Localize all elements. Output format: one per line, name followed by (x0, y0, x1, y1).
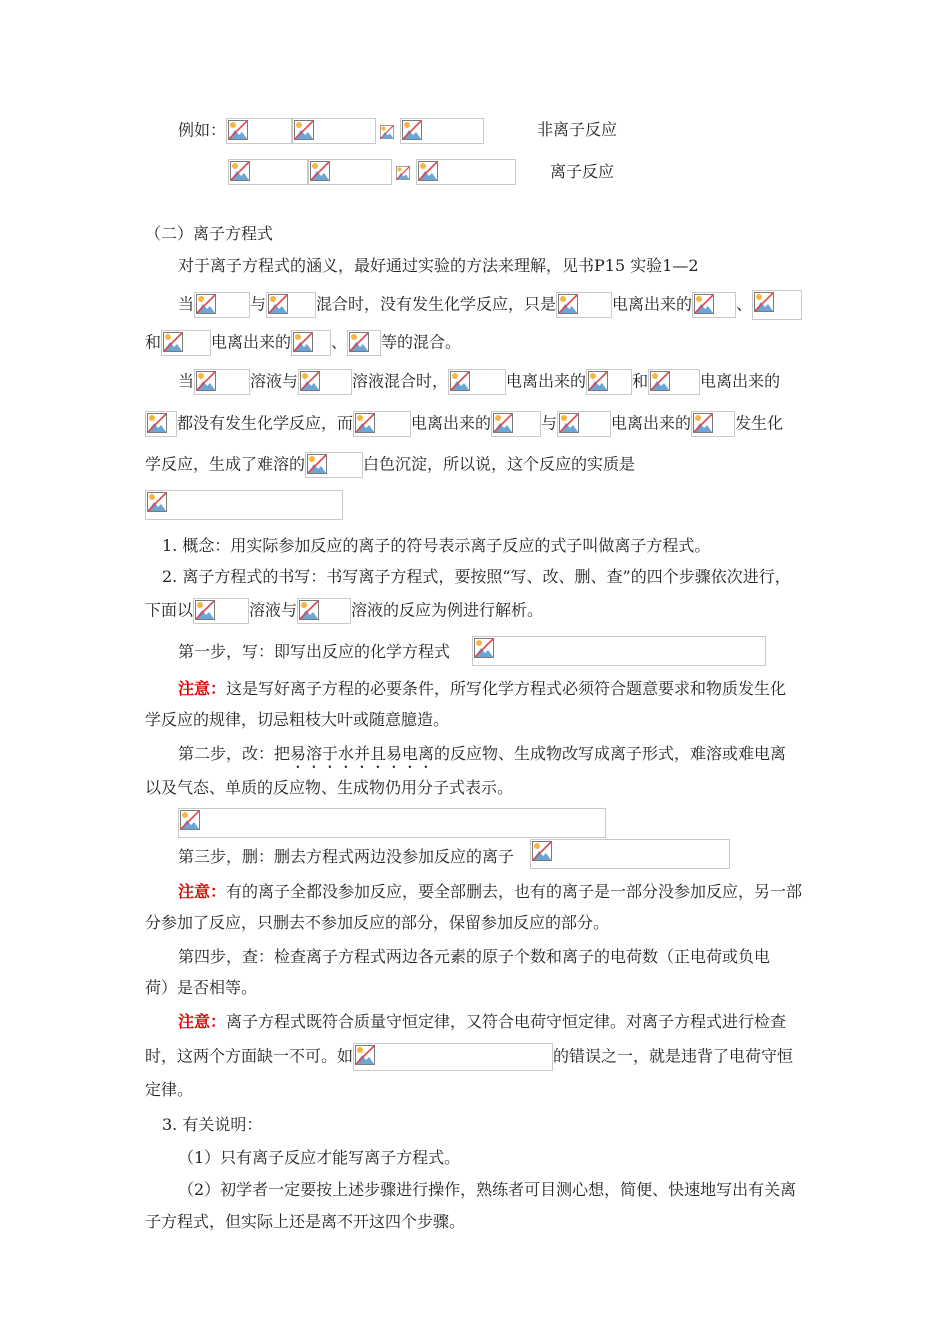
text: 与 (250, 294, 267, 314)
formula-image (353, 411, 411, 437)
formula-image (226, 118, 292, 144)
formula-image (448, 369, 506, 395)
formula-image (305, 452, 363, 478)
formula-image (556, 292, 612, 318)
broken-image-icon (307, 454, 327, 474)
text: 溶液与 (249, 600, 298, 620)
text: 电离出来的 (211, 332, 292, 352)
example-row-2 (228, 159, 516, 183)
exp2-line3 (145, 452, 635, 476)
formula-image (228, 159, 308, 185)
note3-line1 (178, 1010, 786, 1034)
text: 第二步，改：把 (178, 744, 291, 763)
formula-image (557, 411, 611, 437)
broken-image-icon (195, 600, 215, 620)
exp2-line1 (178, 369, 780, 393)
formula-image (145, 490, 343, 520)
text: 电离出来的 (612, 294, 693, 314)
text: 等的混合。 (381, 332, 462, 352)
step1-line (178, 640, 450, 664)
formula-image (266, 292, 316, 318)
broken-image-icon (588, 371, 608, 391)
broken-image-icon (474, 638, 494, 658)
text: 溶液的反应为例进行解析。 (351, 600, 544, 620)
text: 电离出来的 (611, 413, 692, 433)
section-intro: 对于离子方程式的涵义，最好通过实验的方法来理解，见书P15 实验1—2 (178, 256, 699, 275)
broken-image-icon (180, 810, 200, 830)
broken-image-icon (147, 492, 167, 512)
formula-image (586, 369, 632, 395)
arrow-image (376, 124, 400, 138)
step2-equation-image-wrap (178, 808, 606, 838)
text: 、 (736, 294, 753, 314)
formula-image (530, 839, 730, 869)
step2-line1 (178, 742, 786, 766)
broken-image-icon (694, 294, 714, 314)
text: 下面以 (145, 600, 194, 620)
text: 和 (632, 371, 649, 391)
broken-image-icon (310, 161, 330, 181)
note1-line1 (178, 677, 786, 701)
broken-image-icon (230, 161, 250, 181)
exp2-essence-line (145, 490, 343, 520)
formula-image (297, 598, 351, 624)
formula-image (353, 1043, 553, 1071)
broken-image-icon (558, 294, 578, 314)
broken-image-icon (300, 371, 320, 391)
text: 这是写好离子方程的必要条件，所写化学方程式必须符合题意要求和物质发生化 (226, 679, 787, 698)
item3-heading: 3. 有关说明： (162, 1115, 263, 1134)
formula-image (161, 330, 211, 356)
text: 有的离子全都没参加反应，要全部删去，也有的离子是一部分没参加反应，另一部 (226, 882, 803, 901)
exp1-line1 (178, 290, 802, 314)
formula-image (692, 292, 736, 318)
formula-image (416, 159, 516, 185)
broken-image-icon (493, 413, 513, 433)
text: 时，这两个方面缺一不可。如 (145, 1046, 354, 1066)
broken-image-icon (532, 841, 552, 861)
formula-image (292, 118, 376, 144)
formula-image (194, 369, 250, 395)
text: 的错误之一，就是违背了电荷守恒 (553, 1046, 794, 1066)
note-label: 注意： (178, 679, 227, 698)
broken-image-icon (450, 371, 470, 391)
broken-image-icon (650, 371, 670, 391)
text: 电离出来的 (506, 371, 587, 391)
broken-image-icon (393, 166, 413, 180)
note1-line2: 学反应的规律，切忌粗枝大叶或随意臆造。 (145, 710, 450, 729)
text: 电离出来的 (700, 371, 781, 391)
text: 、 (331, 332, 348, 352)
formula-image (298, 369, 352, 395)
text: 学反应，生成了难溶的 (145, 454, 306, 474)
text: 当 (178, 371, 195, 391)
step3-equation-image-wrap (530, 839, 730, 869)
note-label: 注意： (178, 882, 227, 901)
text: 第一步，写：即写出反应的化学方程式 (178, 642, 451, 661)
step4-line2: 荷）是否相等。 (145, 978, 258, 997)
broken-image-icon (559, 413, 579, 433)
example-label: 例如： (178, 120, 227, 140)
formula-image (752, 290, 802, 320)
non-ionic-label: 非离子反应 (537, 120, 618, 139)
item2-line1: 2. 离子方程式的书写：书写离子方程式，要按照“写、改、删、查”的四个步骤依次进行， (162, 567, 791, 586)
exp2-line2 (145, 411, 783, 435)
item3-point1: （1）只有离子反应才能写离子方程式。 (178, 1148, 461, 1167)
broken-image-icon (349, 332, 369, 352)
example-row-1 (178, 118, 484, 142)
text: 溶液与 (250, 371, 299, 391)
text: 第三步，删：删去方程式两边没参加反应的离子 (178, 847, 515, 866)
step4-line1: 第四步，查：检查离子方程式两边各元素的原子个数和离子的电荷数（正电荷或负电 (178, 947, 771, 966)
note2-line1 (178, 880, 802, 904)
text: 和 (145, 332, 162, 352)
note3-line3: 定律。 (145, 1080, 194, 1099)
text: 离子方程式既符合质量守恒定律，又符合电荷守恒定律。对离子方程式进行检查 (226, 1012, 787, 1031)
text: 混合时，没有发生化学反应，只是 (316, 294, 557, 314)
section-heading: （二）离子方程式 (145, 224, 274, 243)
text: 电离出来的 (411, 413, 492, 433)
broken-image-icon (355, 413, 375, 433)
broken-image-icon (754, 292, 774, 312)
text: 与 (541, 413, 558, 433)
broken-image-icon (293, 332, 313, 352)
formula-image (472, 636, 766, 666)
step1-equation-image-wrap (472, 636, 766, 666)
formula-image (193, 598, 249, 624)
formula-image (194, 292, 250, 318)
broken-image-icon (163, 332, 183, 352)
broken-image-icon (196, 371, 216, 391)
formula-image (491, 411, 541, 437)
arrow-image (392, 165, 416, 179)
text: 的反应物、生成物改写成离子形式，难溶或难电离 (434, 744, 787, 763)
broken-image-icon (294, 120, 314, 140)
item3-point2-line1: （2）初学者一定要按上述步骤进行操作，熟练者可目测心想，简便、快速地写出有关离 (178, 1180, 797, 1199)
note2-line2: 分参加了反应，只删去不参加反应的部分，保留参加反应的部分。 (145, 913, 610, 932)
broken-image-icon (196, 294, 216, 314)
text: 白色沉淀，所以说，这个反应的实质是 (363, 454, 636, 474)
broken-image-icon (299, 600, 319, 620)
text: 溶液混合时， (352, 371, 449, 391)
formula-image (291, 330, 331, 356)
note3-line2 (145, 1043, 793, 1067)
step2-line2: 以及气态、单质的反应物、生成物仍用分子式表示。 (145, 778, 514, 797)
formula-image (347, 330, 381, 356)
note-label: 注意： (178, 1012, 227, 1031)
formula-image (308, 159, 392, 185)
formula-image (178, 808, 606, 838)
broken-image-icon (228, 120, 248, 140)
item1-concept: 1. 概念：用实际参加反应的离子的符号表示离子反应的式子叫做离子方程式。 (162, 536, 711, 555)
formula-image (400, 118, 484, 144)
broken-image-icon (268, 294, 288, 314)
ionic-label: 离子反应 (550, 162, 615, 181)
formula-image (691, 411, 735, 437)
text: 都没有发生化学反应，而 (177, 413, 354, 433)
formula-image (145, 411, 177, 437)
broken-image-icon (402, 120, 422, 140)
text: 发生化 (735, 413, 784, 433)
broken-image-icon (418, 161, 438, 181)
broken-image-icon (377, 125, 397, 139)
exp1-line2 (145, 330, 461, 354)
emphasis-text: 易溶于水并且易电离 (290, 744, 435, 763)
formula-image (648, 369, 700, 395)
text: 当 (178, 294, 195, 314)
broken-image-icon (147, 413, 167, 433)
item2-line2 (145, 598, 543, 622)
item3-point2-line2: 子方程式，但实际上还是离不开这四个步骤。 (145, 1212, 466, 1231)
broken-image-icon (693, 413, 713, 433)
step3-line (178, 845, 514, 869)
broken-image-icon (355, 1045, 375, 1065)
